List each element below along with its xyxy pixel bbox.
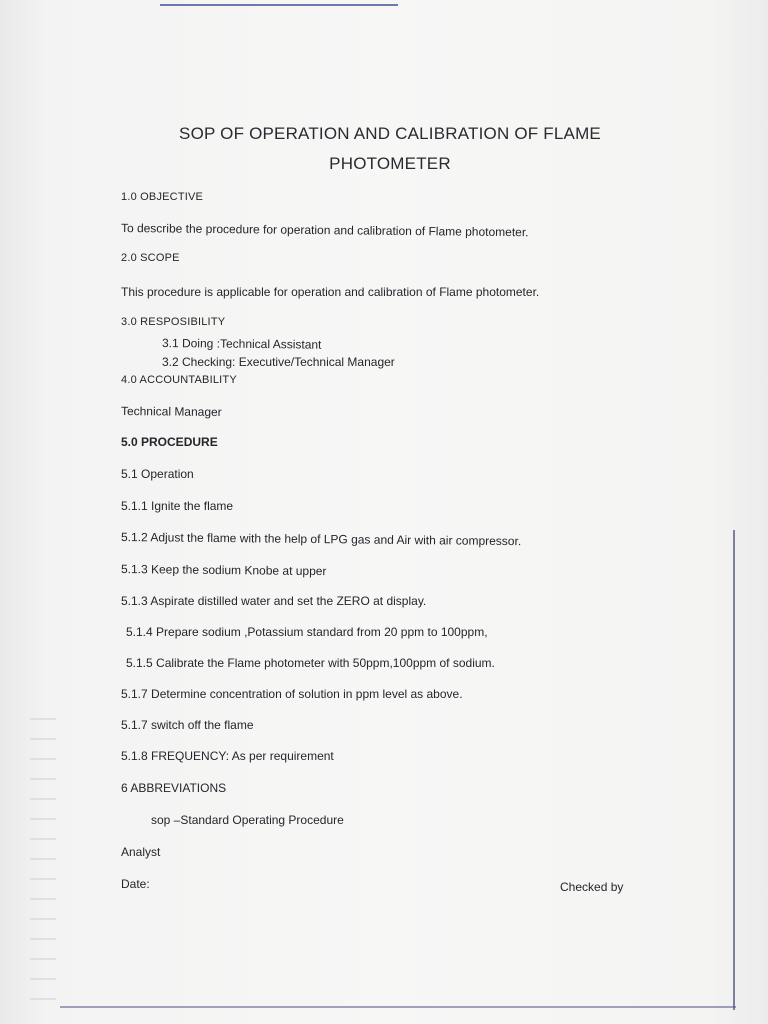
date-label: Date: [121, 877, 150, 891]
bottom-edge-line [60, 1006, 736, 1008]
scope-text: This procedure is applicable for operation and calibration of Flame photometer. [121, 285, 540, 299]
responsibility-heading: 3.0 RESPOSIBILITY [121, 316, 226, 328]
document-title-line-1: SOP OF OPERATION AND CALIBRATION OF FLAME [179, 124, 601, 143]
step-5-1-1: 5.1.1 Ignite the flame [121, 499, 234, 513]
objective-text: To describe the procedure for operation and calibration of Flame photometer. [120, 221, 529, 240]
right-edge-line [733, 530, 735, 1010]
step-5-1-8-frequency: 5.1.8 FREQUENCY: As per requirement [121, 749, 334, 763]
left-margin-marks [30, 700, 56, 1000]
procedure-heading: 5.0 PROCEDURE [121, 435, 218, 449]
responsibility-doing: 3.1 Doing :Technical Assistant [161, 336, 322, 352]
step-5-1-5: 5.1.5 Calibrate the Flame photometer with 50ppm,100ppm of sodium. [126, 656, 495, 670]
step-5-1-7-determine: 5.1.7 Determine concentration of solution in ppm level as above. [121, 687, 463, 701]
step-5-1-3-aspirate: 5.1.3 Aspirate distilled water and set the ZERO at display. [121, 594, 427, 608]
checked-by-label: Checked by [560, 880, 624, 894]
step-5-1-7-switch-off: 5.1.7 switch off the flame [121, 718, 254, 732]
responsibility-checking: 3.2 Checking: Executive/Technical Manager [162, 355, 395, 369]
operation-heading: 5.1 Operation [121, 467, 194, 481]
step-5-1-4: 5.1.4 Prepare sodium ,Potassium standard from 20 ppm to 100ppm, [126, 625, 488, 639]
scope-heading: 2.0 SCOPE [121, 252, 180, 264]
analyst-label: Analyst [121, 845, 161, 859]
abbreviations-heading: 6 ABBREVIATIONS [121, 781, 227, 795]
objective-heading: 1.0 OBJECTIVE [121, 191, 204, 203]
accountability-text: Technical Manager [120, 404, 222, 420]
step-5-1-3-knob: 5.1.3 Keep the sodium Knobe at upper [120, 562, 327, 579]
abbreviation-sop: sop –Standard Operating Procedure [151, 813, 344, 827]
step-5-1-2: 5.1.2 Adjust the flame with the help of LPG gas and Air with air compressor. [120, 530, 522, 549]
document-title-line-2: PHOTOMETER [329, 154, 451, 173]
accountability-heading: 4.0 ACCOUNTABILITY [121, 374, 237, 386]
top-edge-line [160, 4, 398, 6]
